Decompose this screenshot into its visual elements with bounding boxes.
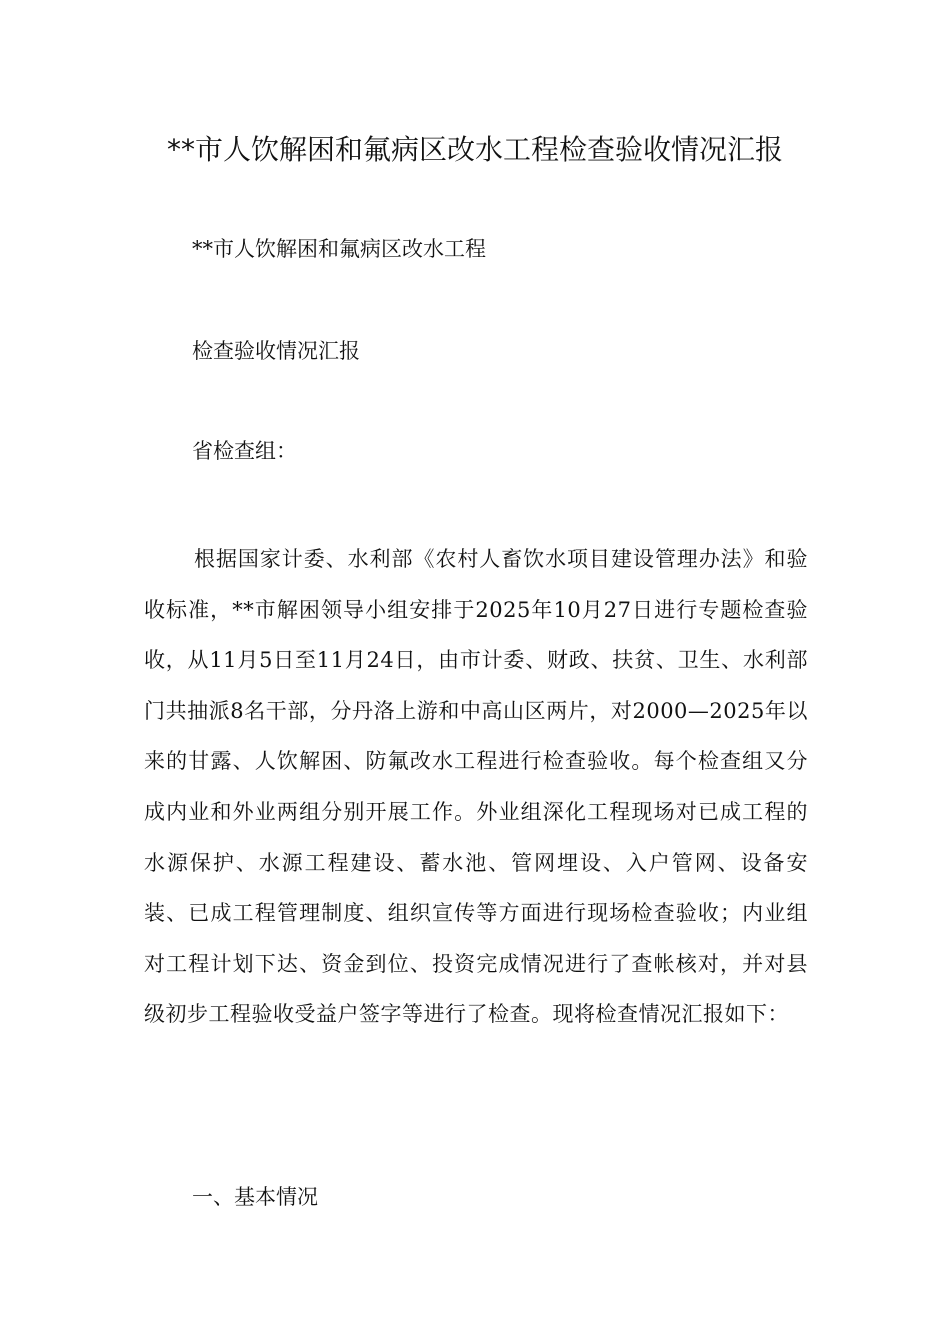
salutation: 省检查组： — [192, 439, 297, 463]
body-paragraph: 根据国家计委、水利部《农村人畜饮水项目建设管理办法》和验收标准，**市解困领导小组安排于2025年10月27日进行专题检查验收，从11月5日至11月24日，由市计委、财政、扶贫、卫生、水利部门共抽派8名干部，分丹洛上游和中高山区两片，对2000—2025年以来的甘露、人饮解困、防氟改水工程进行检查验收。每个检查组又分成内业和外业两组分别开展工作。外业组深化工程现场对已成工程的水源保护、水源工程建设、蓄水池、管网埋设、入户管网、设备安装、已成工程管理制度、组织宣传等方面进行现场检查验收；内业组对工程计划下达、资金到位、投资完成情况进行了查帐核对，并对县级初步工程验收受益户签字等进行了检查。现将检查情况汇报如下： — [144, 547, 808, 1027]
subtitle-line-1: **市人饮解困和氟病区改水工程 — [192, 237, 486, 261]
document-title: **市人饮解困和氟病区改水工程检查验收情况汇报 — [166, 133, 783, 166]
subtitle-line-2: 检查验收情况汇报 — [192, 339, 360, 363]
section-heading: 一、基本情况 — [192, 1185, 318, 1209]
